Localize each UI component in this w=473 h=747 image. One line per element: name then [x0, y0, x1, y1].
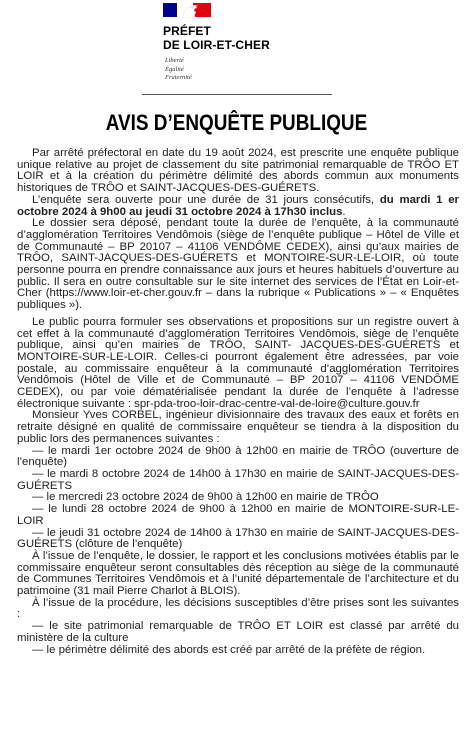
permanence-item: — le mercredi 23 octobre 2024 de 9h00 à 12h00 en mairie de TRÔO — [32, 491, 379, 504]
paragraph-conclusions: À l’issue de l’enquête, le dossier, le rapport et les conclusions motivées établis par le commissaire enquêteur seront consultables dès réception au siège de la communauté de Communes Territoires Vendômois et à l’unité départementale de l’architecture et du patrimoine (31 mail Pierre Charlot à BLOIS). — [17, 549, 459, 598]
paragraph-duration — [17, 195, 459, 218]
marianne-profile-icon — [169, 4, 205, 18]
header-divider — [142, 94, 332, 95]
motto-fraternite: Fraternité — [165, 74, 192, 81]
paragraph-prescription: Par arrêté préfectoral en date du 19 août 2024, est prescrite une enquête publique unique relative au projet de classement du site patrimonial remarquable de TRÔO ET LOIR et à la création du périmètre délimité des abords commun aux monuments historiques de TRÔO et SAINT-JACQUES-DES-GUÉRETS. — [17, 147, 459, 195]
notice-body — [17, 148, 459, 656]
motto-egalite: Égalité — [165, 65, 184, 73]
permanence-item: — le jeudi 31 octobre 2024 de 14h00 à 17h30 en mairie de SAINT-JACQUES-DES-GUÉRETS (clôture de l’enquête) — [17, 526, 459, 551]
decision-item: — le site patrimonial remarquable de TRÔO ET LOIR est classé par arrêté du ministère de la culture — [17, 620, 459, 644]
marianne-logo-icon — [163, 3, 211, 23]
notice-title: AVIS D’ENQUÊTE PUBLIQUE — [105, 110, 368, 135]
republic-motto — [165, 57, 192, 83]
duration-lead: L’enquête sera ouverte pour une durée de 31 jours consécutifs, — [32, 193, 380, 206]
decision-item: — le périmètre délimité des abords est créé par arrêté de la préfète de région. — [32, 643, 426, 656]
permanence-item: — le mardi 8 octobre 2024 de 14h00 à 17h30 en mairie de SAINT-JACQUES-DES-GUÉRETS — [17, 467, 459, 492]
prefecture-line-2: DE LOIR-ET-CHER — [163, 37, 270, 52]
duration-dates: du mardi 1 er octobre 2024 à 9h00 au jeudi 31 octobre 2024 à 17h30 inclus — [17, 193, 459, 218]
paragraph-commissaire: Monsieur Yves CORBEL, ingénieur divisionnaire des travaux des eaux et forêts en retraite désigné en qualité de commissaire enquêteur se tiendra à la disposition du public lors des permanences suivantes : — [17, 409, 459, 445]
paragraph-decisions: À l’issue de la procédure, les décisions susceptibles d’être prises sont les suivantes : — [17, 596, 459, 621]
motto-liberte: Liberté — [165, 57, 184, 64]
duration-end: . — [342, 205, 346, 218]
prefecture-name — [163, 25, 270, 52]
permanence-item: — le lundi 28 octobre 2024 de 9h00 à 12h00 en mairie de MONTOIRE-SUR-LE-LOIR — [17, 503, 459, 527]
paragraph-observations: Le public pourra formuler ses observations et propositions sur un registre ouvert à cet effet à la communauté d’agglomération Territoires Vendômois, siège de l’enquête publique, ainsi qu’en mairies de TRÔO, SAINT- JACQUES-DES-GUÉRETS et MONTOIRE-SUR-LE-LOIR. Celles-ci pourront également être adressées, par voie postale, au commissaire enquêteur à la communauté d’agglomération Territoires Vendômois (Hôtel de Ville et de Communauté – BP 20107 – 41106 VENDÔME CEDEX), ou par voie dématérialisée pendant la durée de l’enquête à l’adresse électronique suivante : spr-pda-troo-loir-drac-centre-val-de-loire@culture.gouv.fr — [17, 315, 459, 410]
prefecture-header — [0, 0, 473, 100]
prefecture-line-1: PRÉFET — [163, 24, 211, 38]
paragraph-dossier: Le dossier sera déposé, pendant toute la durée de l’enquête, à la communauté d’agglomération Territoires Vendômois (siège de l’enquête publique – Hôtel de Ville et de Communauté – BP 20107 – 41106 VENDÔME CEDEX), ainsi qu’aux mairies de TRÔO, SAINT-JACQUES-DES-GUÉRETS et MONTOIRE-SUR-LE-LOIR, où toute personne pourra en prendre connaissance aux jours et heures habituels d’ouverture au public. Il sera en outre consultable sur le site internet des services de l’État en Loir-et-Cher (https://www.loir-et-cher.gouv.fr – dans la rubrique « Publications » – « Enquêtes publiques »). — [17, 217, 459, 312]
permanence-item: — le mardi 1er octobre 2024 de 9h00 à 12h00 en mairie de TRÔO (ouverture de l’enquête) — [17, 444, 459, 469]
